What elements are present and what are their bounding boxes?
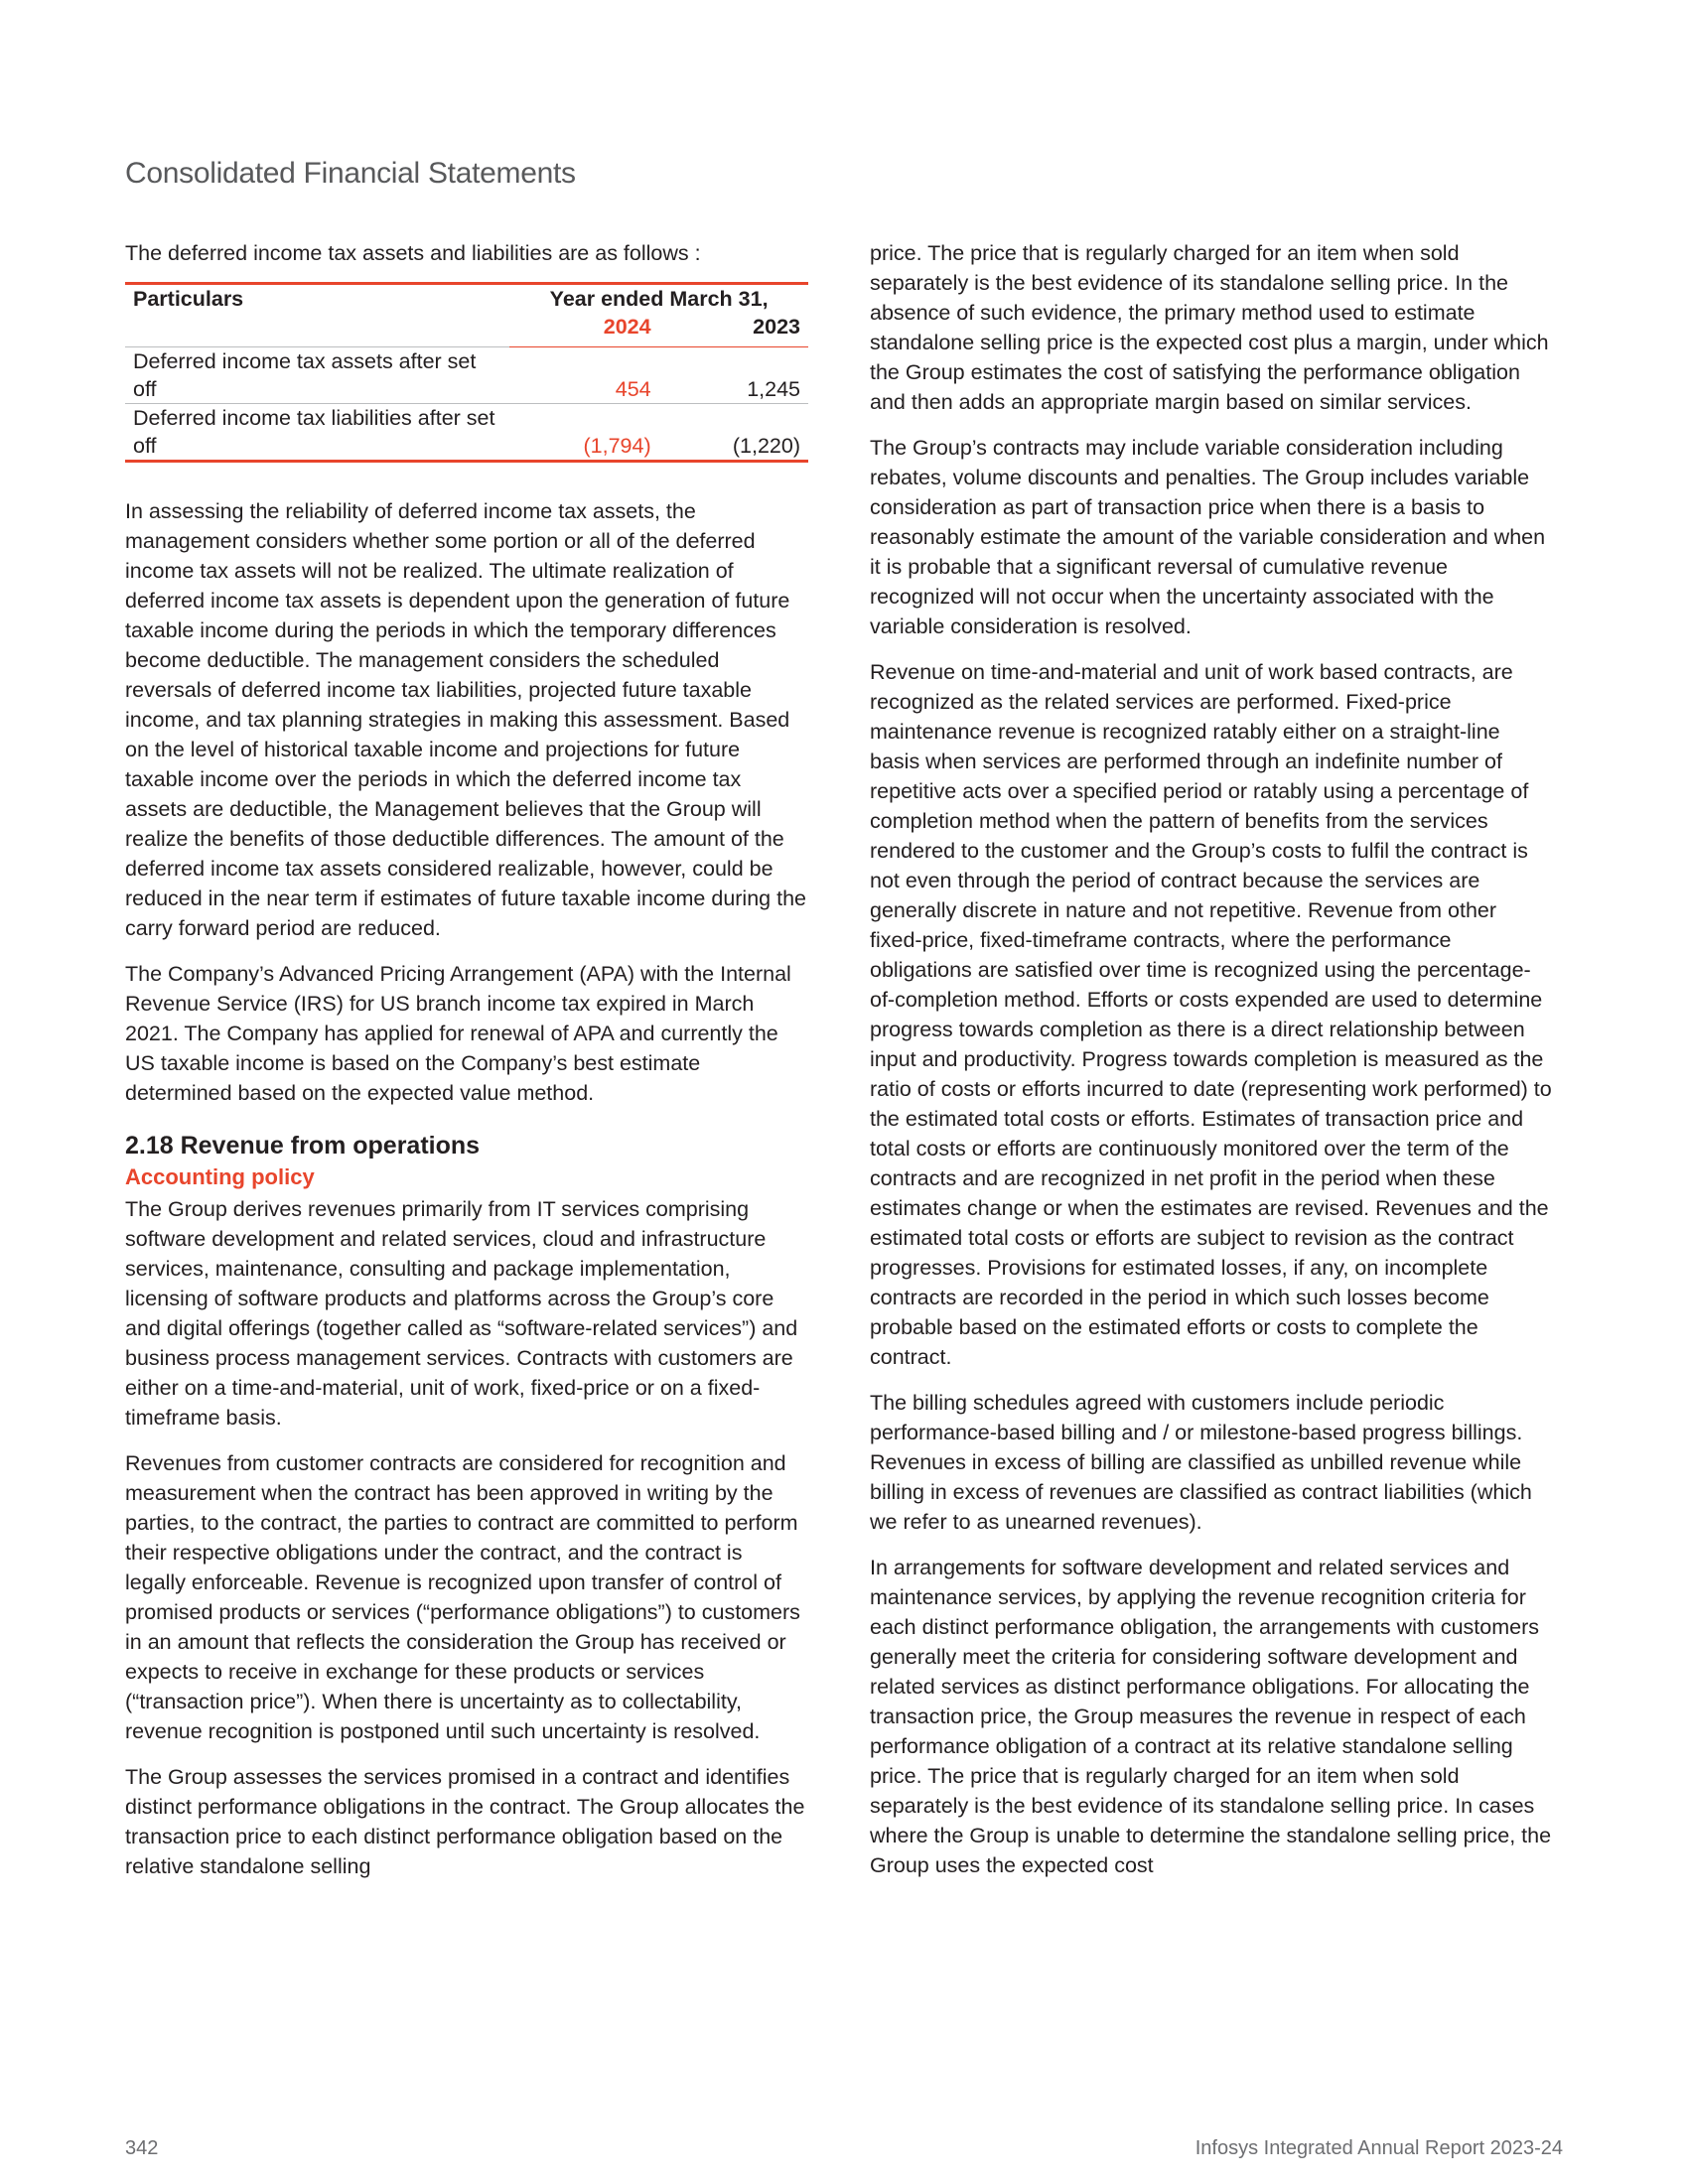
row-value-2024: (1,794) (509, 404, 658, 462)
report-title: Infosys Integrated Annual Report 2023-24 (1195, 2137, 1563, 2159)
table-row (125, 404, 808, 462)
paragraph: The billing schedules agreed with customers include periodic performance-based billing and / or milestone-based progress billings. Revenues in excess of billing are classified as unbilled revenue while billing in excess of revenues are classified as contract liabilities (which we refer to as unearned revenues). (870, 1391, 1532, 1534)
left-column (125, 238, 808, 1897)
row-label: Deferred income tax assets after set off (125, 347, 509, 404)
table-intro: The deferred income tax assets and liabilities are as follows : (125, 241, 701, 265)
row-label: Deferred income tax liabilities after set off (125, 404, 509, 462)
paragraph: In assessing the reliability of deferred income tax assets, the management considers whether some portion or all of the deferred income tax assets will not be realized. The ultimate realization of deferred income tax assets is dependent upon the generation of future taxable income during the periods in which the temporary differences become deductible. The management considers the scheduled reversals of deferred income tax liabilities, projected future taxable income, and tax planning strategies in making this assessment. Based on the level of historical taxable income and projections for future taxable income over the periods in which the deferred income tax assets are deductible, the Management believes that the Group will realize the benefits of those deductible differences. The amount of the deferred income tax assets considered realizable, however, could be reduced in the near term if estimates of future taxable income during the carry forward period are reduced. (125, 499, 806, 940)
paragraph: The Group’s contracts may include variable consideration including rebates, volume discounts and penalties. The Group includes variable consideration as part of transaction price when there is a basis to reasonably estimate the amount of the variable consideration and when it is probable that a significant reversal of cumulative revenue recognized will not occur when the uncertainty associated with the variable consideration is resolved. (870, 436, 1546, 638)
particulars-header: Particulars (125, 284, 509, 314)
paragraph: The Company’s Advanced Pricing Arrangement (APA) with the Internal Revenue Service (IRS) for US branch income tax expired in March 2021. The Company has applied for renewal of APA and currently the US taxable income is based on the Company’s best estimate determined based on the expected value method. (125, 962, 791, 1105)
row-value-2023: 1,245 (659, 347, 808, 404)
year-header-row (125, 313, 808, 347)
deferred-tax-table (125, 282, 808, 463)
row-value-2023: (1,220) (659, 404, 808, 462)
page-section-title: Consolidated Financial Statements (125, 157, 576, 190)
paragraph: The Group assesses the services promised in a contract and identifies distinct performance obligations in the contract. The Group allocates the transaction price to each distinct performance obligation based on the relative standalone selling (125, 1765, 805, 1878)
section-heading: 2.18 Revenue from operations (125, 1132, 481, 1160)
paragraph: price. The price that is regularly charged for an item when sold separately is the best evidence of its standalone selling price. In the absence of such evidence, the primary method used to estimate standalone selling price is the expected cost plus a margin, under which the Group estimates the cost of satisfying the performance obligation and then adds an appropriate margin based on similar services. (870, 241, 1549, 414)
table-row (125, 347, 808, 404)
page-number: 342 (125, 2137, 159, 2159)
year-2024-header: 2024 (509, 313, 658, 347)
right-column (870, 238, 1553, 1896)
row-value-2024: 454 (509, 347, 658, 404)
subheading: Accounting policy (125, 1164, 315, 1189)
paragraph: In arrangements for software development and related services and maintenance services, by applying the revenue recognition criteria for each distinct performance obligation, the arrangements with customers generally meet the criteria for considering software development and related services as distinct performance obligations. For allocating the transaction price, the Group measures the revenue in respect of each performance obligation of a contract at its relative standalone selling price. The price that is regularly charged for an item when sold separately is the best evidence of its standalone selling price. In cases where the Group is unable to determine the standalone selling price, the Group uses the expected cost (870, 1556, 1552, 1877)
paragraph: Revenue on time-and-material and unit of work based contracts, are recognized as the related services are performed. Fixed-price maintenance revenue is recognized ratably either on a straight-line basis when services are performed through an indefinite number of repetitive acts over a specified period or ratably using a percentage of completion method when the pattern of benefits from the services rendered to the customer and the Group’s costs to fulfil the contract is not even through the period of contract because the services are generally discrete in nature and not repetitive. Revenue from other fixed-price, fixed-timeframe contracts, where the performance obligations are satisfied over time is recognized using the percentage-of-completion method. Efforts or costs expended are used to determine progress towards completion as there is a direct relationship between input and productivity. Progress towards completion is measured as the ratio of costs or efforts incurred to date (representing work performed) to the estimated total costs or efforts. Estimates of transaction price and total costs or efforts are continuously monitored over the term of the contracts and are recognized in net profit in the period when these estimates change or when the estimates are revised. Revenues and the estimated total costs or efforts are subject to revision as the contract progresses. Provisions for estimated losses, if any, on incomplete contracts are recorded in the period in which such losses become probable based on the estimated efforts or costs to complete the contract. (870, 660, 1552, 1369)
paragraph: Revenues from customer contracts are considered for recognition and measurement when the contract has been approved in writing by the parties, to the contract, the parties to contract are committed to perform their respective obligations under the contract, and the contract is legally enforceable. Revenue is recognized upon transfer of control of promised products or services (“performance obligations”) to customers in an amount that reflects the consideration the Group has received or expects to receive in exchange for these products or services (“transaction price”). When there is uncertainty as to collectability, revenue recognition is postponed until such uncertainty is resolved. (125, 1451, 800, 1743)
year-2023-header: 2023 (659, 313, 808, 347)
period-header: Year ended March 31, (509, 284, 808, 314)
paragraph: The Group derives revenues primarily from IT services comprising software development and related services, cloud and infrastructure services, maintenance, consulting and package implementation, licensing of software products and platforms across the Group’s core and digital offerings (together called as “software-related services”) and business process management services. Contracts with customers are either on a time-and-material, unit of work, fixed-price or on a fixed-timeframe basis. (125, 1197, 798, 1430)
table-header-row (125, 284, 808, 314)
